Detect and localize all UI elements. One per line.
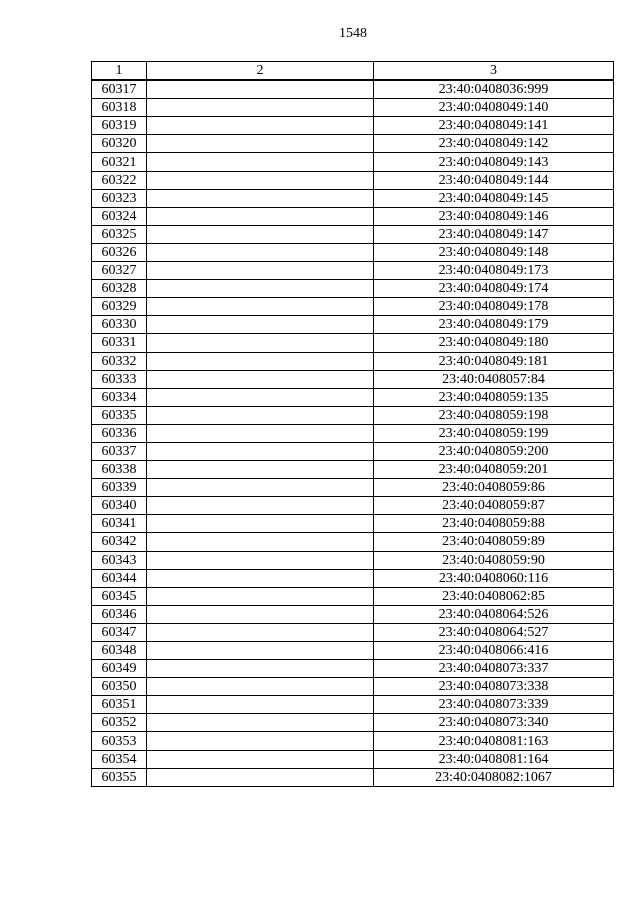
- row-number-cell: 60353: [92, 732, 147, 750]
- cadastral-number-cell: 23:40:0408059:88: [374, 515, 614, 533]
- row-number-cell: 60324: [92, 207, 147, 225]
- row-blank-cell: [147, 696, 374, 714]
- cadastral-number-cell: 23:40:0408064:527: [374, 623, 614, 641]
- row-blank-cell: [147, 642, 374, 660]
- cadastral-number-cell: 23:40:0408049:140: [374, 99, 614, 117]
- row-number-cell: 60331: [92, 334, 147, 352]
- row-blank-cell: [147, 262, 374, 280]
- cadastral-number-cell: 23:40:0408059:90: [374, 551, 614, 569]
- row-number-cell: 60338: [92, 461, 147, 479]
- cadastral-number-cell: 23:40:0408062:85: [374, 587, 614, 605]
- table-row: [92, 768, 614, 786]
- table-row: [92, 696, 614, 714]
- row-number-cell: 60333: [92, 370, 147, 388]
- cadastral-number-cell: 23:40:0408064:526: [374, 605, 614, 623]
- table-row: [92, 352, 614, 370]
- row-number-cell: 60328: [92, 280, 147, 298]
- table-row: [92, 406, 614, 424]
- row-number-cell: 60352: [92, 714, 147, 732]
- row-blank-cell: [147, 424, 374, 442]
- row-blank-cell: [147, 117, 374, 135]
- table-row: [92, 533, 614, 551]
- row-blank-cell: [147, 515, 374, 533]
- row-blank-cell: [147, 587, 374, 605]
- table-row: [92, 135, 614, 153]
- row-number-cell: 60349: [92, 660, 147, 678]
- column-header-3: 3: [374, 62, 614, 81]
- cadastral-number-cell: 23:40:0408049:144: [374, 171, 614, 189]
- row-blank-cell: [147, 171, 374, 189]
- cadastral-number-cell: 23:40:0408049:143: [374, 153, 614, 171]
- row-number-cell: 60330: [92, 316, 147, 334]
- row-blank-cell: [147, 406, 374, 424]
- table-row: [92, 388, 614, 406]
- cadastral-number-cell: 23:40:0408073:338: [374, 678, 614, 696]
- table-row: [92, 551, 614, 569]
- row-number-cell: 60320: [92, 135, 147, 153]
- row-blank-cell: [147, 280, 374, 298]
- table-row: [92, 153, 614, 171]
- row-blank-cell: [147, 352, 374, 370]
- table-row: [92, 660, 614, 678]
- row-blank-cell: [147, 768, 374, 786]
- table-row: [92, 479, 614, 497]
- cadastral-number-cell: 23:40:0408059:87: [374, 497, 614, 515]
- row-number-cell: 60355: [92, 768, 147, 786]
- table-row: [92, 714, 614, 732]
- row-blank-cell: [147, 243, 374, 261]
- cadastral-number-cell: 23:40:0408059:135: [374, 388, 614, 406]
- table-row: [92, 225, 614, 243]
- table-row: [92, 623, 614, 641]
- row-number-cell: 60321: [92, 153, 147, 171]
- row-blank-cell: [147, 623, 374, 641]
- row-blank-cell: [147, 225, 374, 243]
- row-blank-cell: [147, 732, 374, 750]
- row-number-cell: 60318: [92, 99, 147, 117]
- table-row: [92, 587, 614, 605]
- row-blank-cell: [147, 207, 374, 225]
- cadastral-number-cell: 23:40:0408059:200: [374, 442, 614, 460]
- row-blank-cell: [147, 569, 374, 587]
- table-row: [92, 442, 614, 460]
- table-header: [92, 62, 614, 81]
- row-blank-cell: [147, 533, 374, 551]
- row-blank-cell: [147, 370, 374, 388]
- row-number-cell: 60348: [92, 642, 147, 660]
- table-row: [92, 569, 614, 587]
- row-blank-cell: [147, 80, 374, 99]
- row-number-cell: 60323: [92, 189, 147, 207]
- row-blank-cell: [147, 605, 374, 623]
- row-number-cell: 60326: [92, 243, 147, 261]
- cadastral-number-cell: 23:40:0408073:339: [374, 696, 614, 714]
- cadastral-number-cell: 23:40:0408059:86: [374, 479, 614, 497]
- column-header-1: 1: [92, 62, 147, 81]
- table-row: [92, 189, 614, 207]
- cadastral-number-cell: 23:40:0408049:174: [374, 280, 614, 298]
- row-blank-cell: [147, 189, 374, 207]
- row-number-cell: 60354: [92, 750, 147, 768]
- cadastral-number-cell: 23:40:0408036:999: [374, 80, 614, 99]
- row-number-cell: 60336: [92, 424, 147, 442]
- row-number-cell: 60346: [92, 605, 147, 623]
- row-blank-cell: [147, 99, 374, 117]
- row-number-cell: 60347: [92, 623, 147, 641]
- cadastral-number-cell: 23:40:0408049:180: [374, 334, 614, 352]
- row-blank-cell: [147, 153, 374, 171]
- table-row: [92, 642, 614, 660]
- table-row: [92, 262, 614, 280]
- cadastral-number-cell: 23:40:0408049:145: [374, 189, 614, 207]
- row-blank-cell: [147, 750, 374, 768]
- row-number-cell: 60343: [92, 551, 147, 569]
- table-row: [92, 750, 614, 768]
- row-blank-cell: [147, 497, 374, 515]
- row-number-cell: 60319: [92, 117, 147, 135]
- row-number-cell: 60342: [92, 533, 147, 551]
- row-number-cell: 60322: [92, 171, 147, 189]
- row-blank-cell: [147, 298, 374, 316]
- table-row: [92, 117, 614, 135]
- row-blank-cell: [147, 135, 374, 153]
- table-row: [92, 171, 614, 189]
- cadastral-number-cell: 23:40:0408059:201: [374, 461, 614, 479]
- cadastral-number-cell: 23:40:0408049:147: [374, 225, 614, 243]
- cadastral-number-cell: 23:40:0408049:178: [374, 298, 614, 316]
- table-row: [92, 370, 614, 388]
- row-number-cell: 60317: [92, 80, 147, 99]
- row-number-cell: 60335: [92, 406, 147, 424]
- cadastral-number-cell: 23:40:0408049:146: [374, 207, 614, 225]
- row-blank-cell: [147, 479, 374, 497]
- table-row: [92, 515, 614, 533]
- page-number: 1548: [339, 26, 367, 41]
- cadastral-number-cell: 23:40:0408066:416: [374, 642, 614, 660]
- row-blank-cell: [147, 678, 374, 696]
- row-number-cell: 60329: [92, 298, 147, 316]
- table-row: [92, 99, 614, 117]
- row-blank-cell: [147, 551, 374, 569]
- table-row: [92, 80, 614, 99]
- row-blank-cell: [147, 714, 374, 732]
- table-row: [92, 316, 614, 334]
- row-number-cell: 60337: [92, 442, 147, 460]
- cadastral-number-cell: 23:40:0408059:198: [374, 406, 614, 424]
- cadastral-number-cell: 23:40:0408082:1067: [374, 768, 614, 786]
- cadastral-number-cell: 23:40:0408081:163: [374, 732, 614, 750]
- cadastral-number-cell: 23:40:0408049:142: [374, 135, 614, 153]
- table-row: [92, 207, 614, 225]
- row-number-cell: 60340: [92, 497, 147, 515]
- row-number-cell: 60339: [92, 479, 147, 497]
- cadastral-number-cell: 23:40:0408073:340: [374, 714, 614, 732]
- table-row: [92, 424, 614, 442]
- table-row: [92, 280, 614, 298]
- row-blank-cell: [147, 461, 374, 479]
- cadastral-number-cell: 23:40:0408060:116: [374, 569, 614, 587]
- cadastral-number-cell: 23:40:0408073:337: [374, 660, 614, 678]
- row-number-cell: 60351: [92, 696, 147, 714]
- row-blank-cell: [147, 388, 374, 406]
- cadastral-number-cell: 23:40:0408049:148: [374, 243, 614, 261]
- row-number-cell: 60344: [92, 569, 147, 587]
- table-row: [92, 497, 614, 515]
- row-number-cell: 60334: [92, 388, 147, 406]
- cadastral-number-cell: 23:40:0408049:141: [374, 117, 614, 135]
- row-blank-cell: [147, 660, 374, 678]
- table-row: [92, 243, 614, 261]
- header-row: [92, 62, 614, 81]
- row-blank-cell: [147, 442, 374, 460]
- registry-table: [91, 61, 614, 787]
- table-row: [92, 732, 614, 750]
- table-row: [92, 605, 614, 623]
- cadastral-number-cell: 23:40:0408059:199: [374, 424, 614, 442]
- table-row: [92, 461, 614, 479]
- cadastral-number-cell: 23:40:0408081:164: [374, 750, 614, 768]
- table-row: [92, 298, 614, 316]
- row-blank-cell: [147, 334, 374, 352]
- row-number-cell: 60327: [92, 262, 147, 280]
- row-blank-cell: [147, 316, 374, 334]
- cadastral-number-cell: 23:40:0408049:181: [374, 352, 614, 370]
- row-number-cell: 60345: [92, 587, 147, 605]
- cadastral-number-cell: 23:40:0408049:179: [374, 316, 614, 334]
- column-header-2: 2: [147, 62, 374, 81]
- row-number-cell: 60341: [92, 515, 147, 533]
- table-row: [92, 334, 614, 352]
- table-body: [92, 80, 614, 786]
- cadastral-number-cell: 23:40:0408059:89: [374, 533, 614, 551]
- row-number-cell: 60325: [92, 225, 147, 243]
- table-row: [92, 678, 614, 696]
- row-number-cell: 60332: [92, 352, 147, 370]
- cadastral-number-cell: 23:40:0408049:173: [374, 262, 614, 280]
- cadastral-number-cell: 23:40:0408057:84: [374, 370, 614, 388]
- row-number-cell: 60350: [92, 678, 147, 696]
